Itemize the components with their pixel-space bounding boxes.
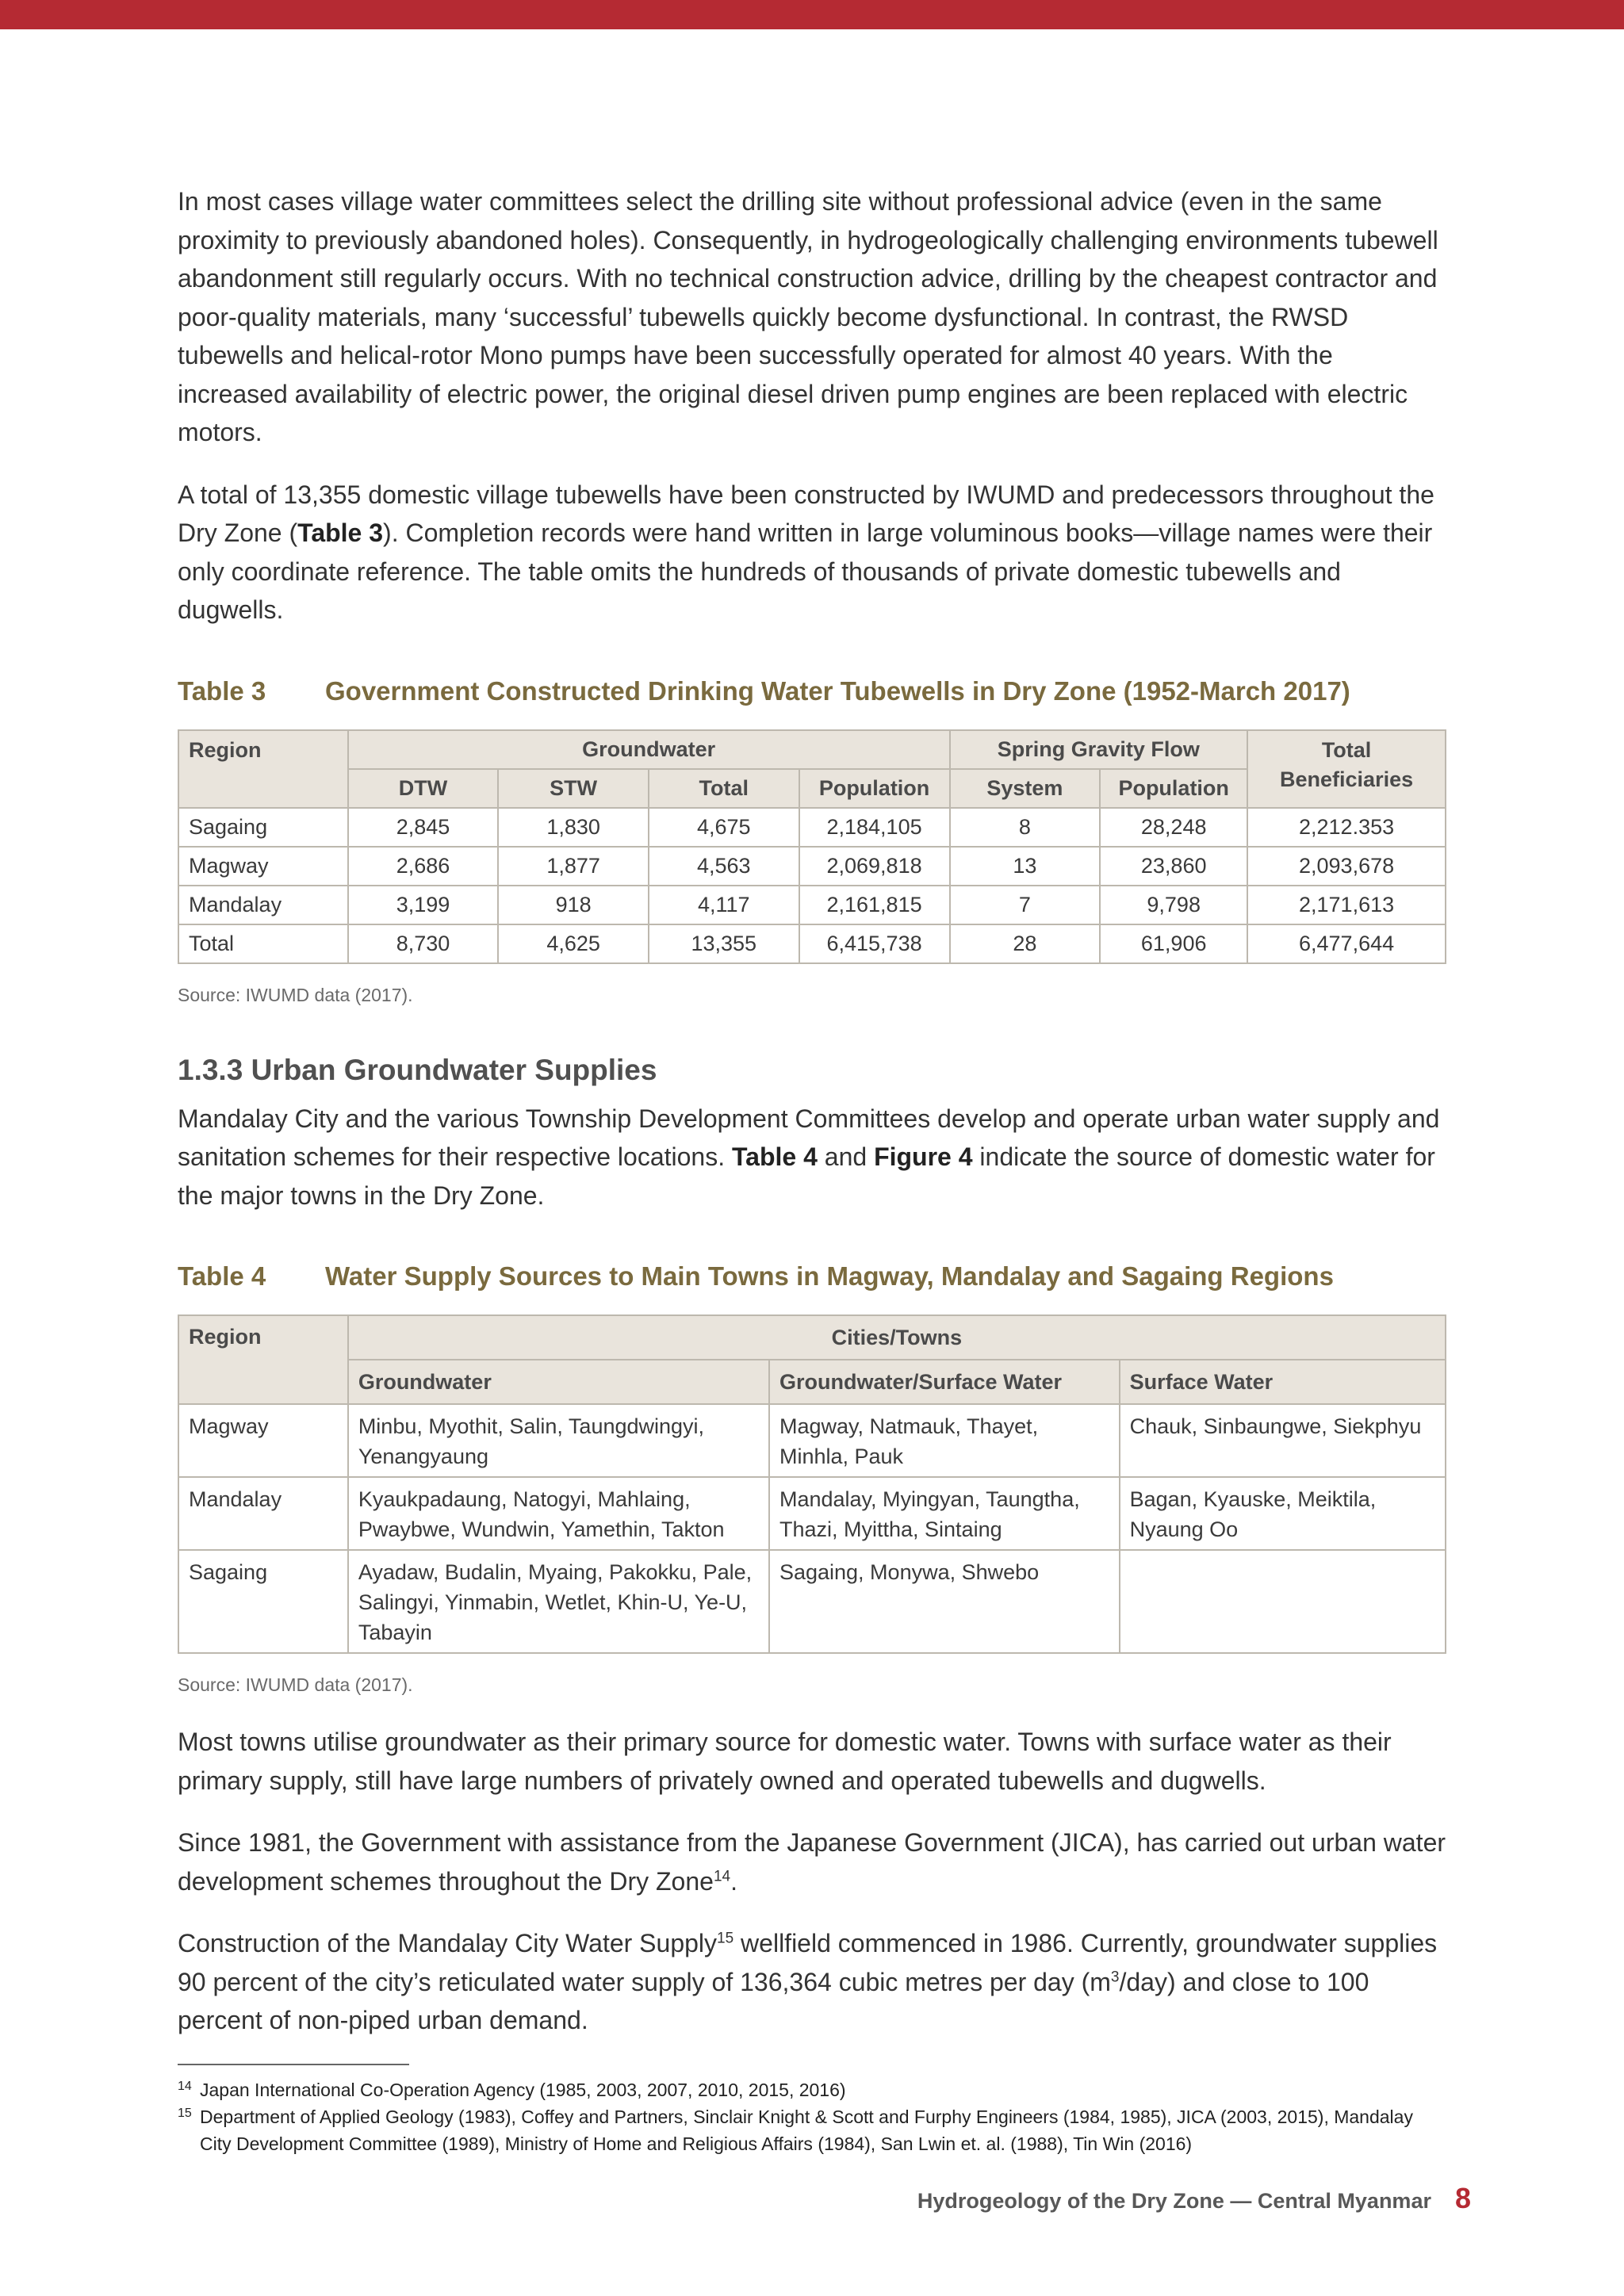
- cell-spring-population: 9,798: [1100, 886, 1247, 924]
- paragraph-town-sources: Most towns utilise groundwater as their primary source for domestic water. Towns with surface water as their primary supply, still have large numbers of privately owned and operated tubewells and dugwells.: [178, 1728, 1392, 1795]
- text-span: .: [730, 1866, 737, 1896]
- cell-system: 7: [950, 886, 1101, 924]
- footnote-14: [178, 2076, 1446, 2103]
- cell-stw: 918: [498, 886, 649, 924]
- table-header-row: [178, 1315, 1446, 1360]
- header-region: Region: [178, 1315, 348, 1404]
- section-heading: 1.3.3 Urban Groundwater Supplies: [178, 1053, 657, 1086]
- cell-region: Mandalay: [178, 886, 348, 924]
- cell-surface-towns: Bagan, Kyauske, Meiktila, Nyaung Oo: [1120, 1477, 1446, 1550]
- text-span: Construction of the Mandalay City Water Supply: [178, 1929, 718, 1957]
- cell-dtw: 2,686: [348, 847, 499, 886]
- table-row: [178, 1404, 1446, 1477]
- cell-stw: 4,625: [498, 924, 649, 963]
- cell-beneficiaries: 2,212.353: [1247, 808, 1446, 847]
- cell-region: Sagaing: [178, 808, 348, 847]
- header-system: System: [950, 769, 1101, 808]
- cell-beneficiaries: 2,093,678: [1247, 847, 1446, 886]
- cell-total: 4,117: [649, 886, 799, 924]
- text-span: and: [817, 1142, 875, 1171]
- footnote-mark: 15: [178, 2106, 192, 2120]
- header-groundwater: Groundwater: [348, 730, 950, 769]
- header-stw: STW: [498, 769, 649, 808]
- cell-region: Magway: [178, 1404, 348, 1477]
- header-groundwater-surface-water: Groundwater/Surface Water: [769, 1360, 1120, 1404]
- cell-mixed-towns: Sagaing, Monywa, Shwebo: [769, 1550, 1120, 1653]
- cell-surface-towns: Chauk, Sinbaungwe, Siekphyu: [1120, 1404, 1446, 1477]
- cell-population: 2,161,815: [799, 886, 950, 924]
- cell-dtw: 8,730: [348, 924, 499, 963]
- table-header-row: [178, 1360, 1446, 1404]
- cell-spring-population: 23,860: [1100, 847, 1247, 886]
- cell-mixed-towns: Magway, Natmauk, Thayet, Minhla, Pauk: [769, 1404, 1120, 1477]
- table-3-source: Source: IWUMD data (2017).: [178, 984, 413, 1005]
- cell-spring-population: 28,248: [1100, 808, 1247, 847]
- header-dtw: DTW: [348, 769, 499, 808]
- paragraph-drilling-sites: In most cases village water committees select the drilling site without professional advice (even in the same proximity to previously abandoned holes). Consequently, in hydrogeologically challenging environments tubewell abandonment still regularly occurs. With no technical construction advice, drilling by the cheapest contractor and poor-quality materials, many ‘successful’ tubewells quickly become dysfunctional. In contrast, the RWSD tubewells and helical-rotor Mono pumps have been successfully operated for almost 40 years. With the increased availability of electric power, the original diesel driven pump engines are been replaced with electric motors.: [178, 187, 1438, 446]
- table-row: [178, 886, 1446, 924]
- cell-total: 4,563: [649, 847, 799, 886]
- footnote-divider: [178, 2064, 409, 2065]
- footnote-text: Japan International Co-Operation Agency (1985, 2003, 2007, 2010, 2015, 2016): [200, 2079, 846, 2100]
- text-span: A total of 13,355 domestic village tubewells have been constructed by IWUMD and predecessors throughout the Dry Zone (: [178, 480, 1434, 547]
- text-span: Mandalay City and the various Township Development Committees develop and operate urban water supply and sanitation schemes for their respective locations.: [178, 1104, 1440, 1171]
- text-span: wellfield commenced in 1986. Currently, groundwater supplies 90 percent of the city’s reticulated water supply of 136,364 cubic metres per day (m: [178, 1929, 1438, 1996]
- cell-surface-towns: [1120, 1550, 1446, 1653]
- cell-beneficiaries: 2,171,613: [1247, 886, 1446, 924]
- paragraph-mandalay-wellfield: [178, 1924, 1446, 2040]
- cell-population: 2,069,818: [799, 847, 950, 886]
- table-row-total: [178, 924, 1446, 963]
- footnote-ref-14[interactable]: 14: [713, 1867, 731, 1885]
- cell-population: 2,184,105: [799, 808, 950, 847]
- table-row: [178, 847, 1446, 886]
- table-4-reference: Table 4: [732, 1142, 818, 1171]
- footnote-text: Department of Applied Geology (1983), Coffey and Partners, Sinclair Knight & Scott and Furphy Engineers (1984, 1985), JICA (2003, 2015), Mandalay City Development Committee (1989), Ministry of Home and Religious Affairs (1984), San Lwin et. al. (1988), Tin Win (2016): [200, 2106, 1413, 2154]
- page-number: 8: [1454, 2182, 1471, 2214]
- header-cities-towns: Cities/Towns: [348, 1315, 1446, 1360]
- cell-system: 8: [950, 808, 1101, 847]
- table-3-title: Government Constructed Drinking Water Tubewells in Dry Zone (1952-March 2017): [325, 675, 1350, 706]
- table-row: [178, 1477, 1446, 1550]
- cell-stw: 1,877: [498, 847, 649, 886]
- paragraph-jica-schemes: [178, 1823, 1446, 1900]
- cell-region: Mandalay: [178, 1477, 348, 1550]
- cell-dtw: 2,845: [348, 808, 499, 847]
- paragraph-urban-supply: [178, 1100, 1446, 1215]
- figure-4-reference: Figure 4: [874, 1142, 973, 1171]
- table-3-label: Table 3: [178, 675, 266, 706]
- table-row: [178, 1550, 1446, 1653]
- text-span: ). Completion records were hand written in large voluminous books—village names were their only coordinate reference. The table omits the hundreds of thousands of private domestic tubewells and dugwells.: [178, 519, 1433, 624]
- table-3: [178, 729, 1446, 964]
- table-4-caption: [178, 1261, 1446, 1292]
- cell-population: 6,415,738: [799, 924, 950, 963]
- table-4-title: Water Supply Sources to Main Towns in Magway, Mandalay and Sagaing Regions: [325, 1261, 1334, 1291]
- table-row: [178, 808, 1446, 847]
- table-4: [178, 1314, 1446, 1654]
- header-population: Population: [799, 769, 950, 808]
- cell-mixed-towns: Mandalay, Myingyan, Taungtha, Thazi, Myittha, Sintaing: [769, 1477, 1120, 1550]
- header-surface-water: Surface Water: [1120, 1360, 1446, 1404]
- cell-system: 28: [950, 924, 1101, 963]
- cell-region: Total: [178, 924, 348, 963]
- header-region: Region: [178, 730, 348, 808]
- cell-dtw: 3,199: [348, 886, 499, 924]
- header-total: Total: [649, 769, 799, 808]
- table-3-reference: Table 3: [297, 519, 384, 547]
- text-span: Since 1981, the Government with assistance from the Japanese Government (JICA), has carried out urban water development schemes throughout the Dry Zone: [178, 1828, 1446, 1896]
- cell-groundwater-towns: Ayadaw, Budalin, Myaing, Pakokku, Pale, Salingyi, Yinmabin, Wetlet, Khin-U, Ye-U, Tabayin: [348, 1550, 769, 1653]
- table-4-source: Source: IWUMD data (2017).: [178, 1674, 413, 1695]
- text-span: /day) and close to 100 percent of non-piped urban demand.: [178, 1967, 1369, 2034]
- footnote-mark: 14: [178, 2079, 192, 2093]
- page-footer: [917, 2182, 1471, 2215]
- cell-groundwater-towns: Kyaukpadaung, Natogyi, Mahlaing, Pwaybwe, Wundwin, Yamethin, Takton: [348, 1477, 769, 1550]
- top-color-bar: [0, 0, 1624, 29]
- header-spring-population: Population: [1100, 769, 1247, 808]
- table-header-row: [178, 730, 1446, 769]
- cell-groundwater-towns: Minbu, Myothit, Salin, Taungdwingyi, Yenangyaung: [348, 1404, 769, 1477]
- cell-beneficiaries: 6,477,644: [1247, 924, 1446, 963]
- footer-title: Hydrogeology of the Dry Zone — Central Myanmar: [917, 2189, 1431, 2213]
- cell-total: 13,355: [649, 924, 799, 963]
- text-span: indicate the source of domestic water for the major towns in the Dry Zone.: [178, 1142, 1435, 1210]
- cell-stw: 1,830: [498, 808, 649, 847]
- table-3-caption: [178, 675, 1446, 707]
- header-total-beneficiaries: Total Beneficiaries: [1247, 730, 1446, 808]
- table-4-label: Table 4: [178, 1261, 266, 1291]
- header-spring-gravity-flow: Spring Gravity Flow: [950, 730, 1248, 769]
- cell-region: Sagaing: [178, 1550, 348, 1653]
- cell-region: Magway: [178, 847, 348, 886]
- cell-spring-population: 61,906: [1100, 924, 1247, 963]
- footnote-15: [178, 2103, 1446, 2157]
- cell-system: 13: [950, 847, 1101, 886]
- footnote-ref-15[interactable]: 15: [717, 1930, 734, 1947]
- page-content: [178, 182, 1446, 2157]
- header-groundwater: Groundwater: [348, 1360, 769, 1404]
- paragraph-tubewell-total: [178, 476, 1446, 629]
- superscript-3: 3: [1110, 1968, 1120, 1985]
- cell-total: 4,675: [649, 808, 799, 847]
